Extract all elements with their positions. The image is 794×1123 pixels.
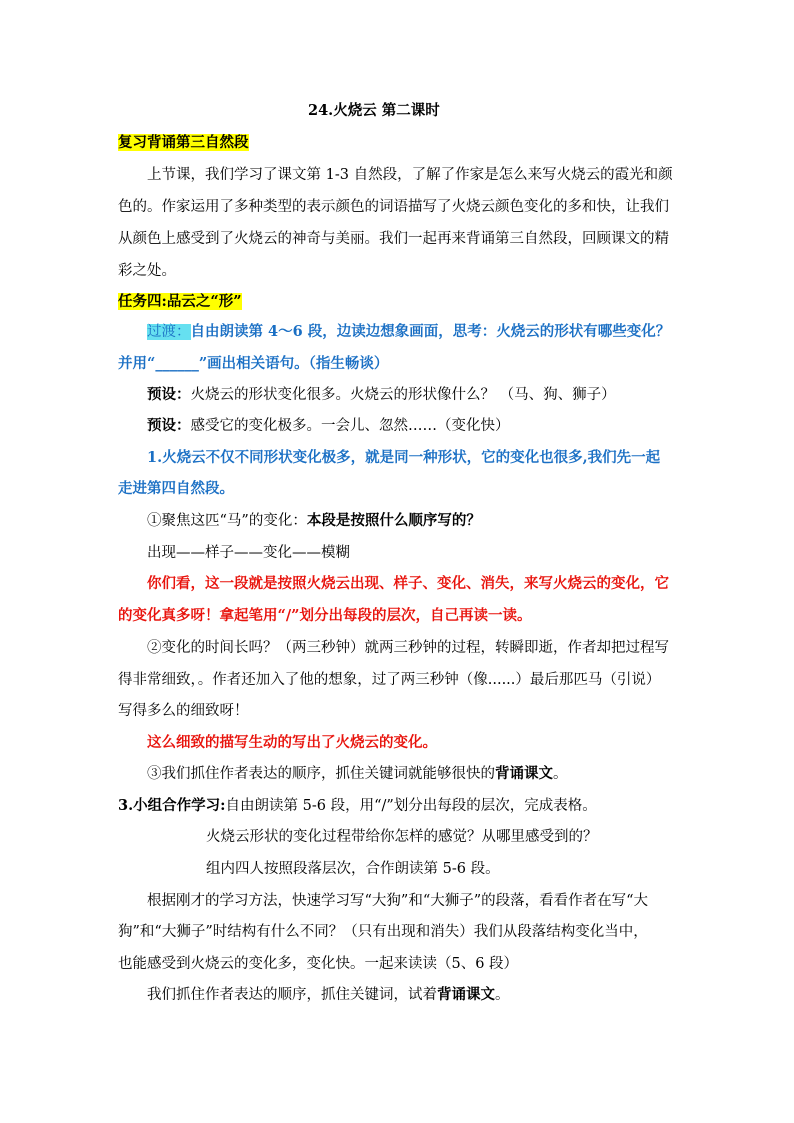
preset1-text: 火烧云的形状变化很多。火烧云的形状像什么？ （马、狗、狮子） [190,387,616,403]
transition-line1 [147,322,670,342]
heading-task4 [118,292,242,312]
question1: 火烧云形状的变化过程带给你怎样的感觉？从哪里感受到的？ [206,829,598,845]
preset2-label: 预设： [147,417,191,434]
point1-line1: 1.火烧云不仅不同形状变化极多，就是同一种形状，它的变化也很多,我们先一起 [147,449,661,466]
heading-review [118,133,249,153]
focus-prefix: ①聚焦这匹“马”的变化： [147,513,307,529]
para2-line2: 得非常细致，。作者还加入了他的想象，过了两三秒钟（像......）最后那匹马（引说） [118,672,661,688]
para3-suffix: 。 [553,766,568,782]
para2-line1: ②变化的时间长吗？（两三秒钟）就两三秒钟的过程，转瞬即逝，作者却把过程写 [147,640,669,656]
para4-line3: 也能感受到火烧云的变化多，变化快。一起来读读（5、6 段） [118,956,519,972]
para4-line2: 狗”和“大狮子”时结构有什么不同？（只有出现和消失）我们从段落结构变化当中， [118,924,648,940]
point3-text: 自由朗读第 5-6 段，用“/”划分出每段的层次，完成表格。 [225,798,597,814]
preset1-label: 预设： [147,386,191,403]
focus-line [147,511,481,531]
para4-line1: 根据刚才的学习方法，快速学习写“大狗”和“大狮子”的段落，看看作者在写“大 [147,893,649,909]
preset2-text: 感受它的变化极多。一会儿、忽然……（变化快） [190,418,510,434]
para5-prefix: 我们抓住作者表达的顺序，抓住关键词，试着 [147,987,437,1003]
transition-label: 过渡： [147,324,191,340]
document-title: 24.火烧云 第二课时 [308,102,440,119]
para5 [147,985,510,1005]
para1-line1: 上节课，我们学习了课文第 1-3 自然段，了解了作家是怎么来写火烧云的霞光和颜 [147,167,673,183]
red-note1-line1: 你们看，这一段就是按照火烧云出现、样子、变化、消失，来写火烧云的变化，它 [147,575,669,592]
sequence-line: 出现——样子——变化——模糊 [147,545,350,561]
heading-task4-text: 任务四:品云之“形” [118,293,242,310]
para1-line4: 彩之处。 [118,263,176,279]
preset2 [147,416,510,436]
para1-line2: 色的。作家运用了多种类型的表示颜色的词语描写了火烧云颜色变化的多和快，让我们 [118,199,669,215]
para3-bold: 背诵课文 [495,765,553,782]
para1-line3: 从颜色上感受到了火烧云的神奇与美丽。我们一起再来背诵第三自然段，回顾课文的精 [118,231,669,247]
para2-line3: 写得多么的细致呀！ [118,703,249,719]
transition-line2: 并用“______”画出相关语句。（指生畅谈） [118,355,389,372]
para3 [147,764,568,784]
focus-question: 本段是按照什么顺序写的？ [306,512,481,529]
point3-label: 3.小组合作学习: [118,797,226,814]
transition-text: 自由朗读第 4～6 段，边读边想象画面，思考：火烧云的形状有哪些变化？ [190,323,671,340]
para3-prefix: ③我们抓住作者表达的顺序，抓住关键词就能够很快的 [147,766,495,782]
question2: 组内四人按照段落层次，合作朗读第 5-6 段。 [206,861,500,877]
point1-line2: 走进第四自然段。 [118,480,234,497]
preset1 [147,385,616,405]
para5-suffix: 。 [495,987,510,1003]
red-note1-line2: 的变化真多呀！拿起笔用“/”划分出每段的层次，自己再读一读。 [118,607,532,624]
point3 [118,796,597,816]
heading-review-text: 复习背诵第三自然段 [118,134,249,151]
para5-bold: 背诵课文 [437,986,495,1003]
red-note2: 这么细致的描写生动的写出了火烧云的变化。 [147,734,437,751]
